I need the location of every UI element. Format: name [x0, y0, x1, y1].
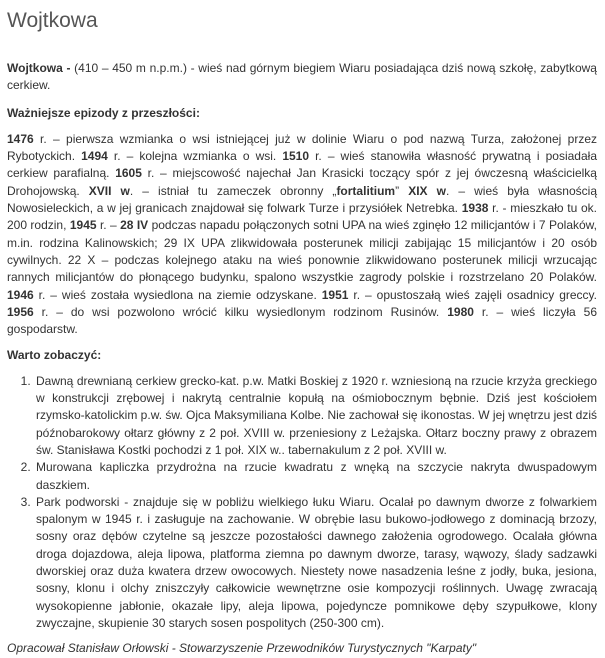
history-text: r. – pierwsza wzmianka o wsi istniejącej już w dolinie Wiaru o pod nazwą Turza, założonej przez Rybotyckich.: [7, 131, 597, 164]
sight-item: 3. Park podworski - znajduje się w pobliżu wielkiego łuku Wiaru. Ocalał po dawnym dworze z folwarkiem spalonym w 1945 r. i zasługuje na zachowanie. W obrębie lasu bukowo-jodłowego z dominacją brzozy, sosny oraz dębów czytelne są jeszcze pozostałości dawnego założenia ogrodowego. Ocalała główna droga dojazdowa, aleja lipowa, platforma ziemna po dawnym dworze, tarasy, wąwozy, ślady sadzawki dworskiej oraz duża kwatera drzew owocowych. Niestety nowe nasadzenia leśne z jodły, buka, jesiona, sosny, klonu i olchy zniszczyły całkowicie wewnętrzne osie kompozycji roślinnych. Uwagę zwracają wysokopienne jabłonie, okazałe lipy, aleja lipowa, pojedyncze pomnikowe dęby szypułkowe, klony zwyczajne, skupienie 30 starych sosen pospolitych (250-300 cm).: [34, 494, 597, 632]
history-date: 1945: [69, 218, 97, 233]
history-text: r. – kolejna wzmianka o wsi.: [107, 149, 283, 164]
history-date: 1605: [115, 166, 142, 181]
history-text: r. – opustoszałą wieś zajęli osadnicy greccy.: [348, 287, 598, 302]
history-heading: Ważniejsze epizody z przeszłości:: [7, 105, 200, 120]
intro-name: Wojtkowa -: [7, 61, 71, 75]
intro-paragraph: [7, 60, 597, 95]
article-content: [7, 60, 597, 658]
history-date: XIX w: [408, 183, 446, 198]
history-date: XVII w: [88, 183, 130, 198]
history-paragraph: [7, 131, 597, 339]
history-text: r. – wieś liczyła 56 gospodarstw.: [7, 304, 598, 337]
sight-item: 1. Dawną drewnianą cerkiew grecko-kat. p.w. Matki Boskiej z 1920 r. wzniesioną na rzucie krzyża greckiego w konstrukcji zrębowej i nakrytą centralnie kopułą na ośmiobocznym bębnie. Dziś jest kościołem rzymsko-katolickim p.w. św. Ojca Maksymiliana Kolbe. Nie zachował się ikonostas. W jej wnętrzu jest dziś późnobarokowy ołtarz główny z 2 poł. XVIII w. przeniesiony z Leżajska. Ołtarz boczny prawy z obrazem św. Stanisława Kostki pochodzi z 1 poł. XIX w.. tabernakulum z 2 poł. XVIII w.: [34, 373, 597, 459]
history-text: r. –: [96, 218, 121, 233]
history-text: . – wieś była własnością Nowosieleckich, a w jej granicach znajdował się folwark Turze i przysiółek Netrebka.: [7, 183, 597, 216]
sights-list: [7, 373, 597, 632]
sights-heading: Warto zobaczyć:: [7, 348, 102, 363]
history-text: r. – wieś stanowiła własność prywatną i posiadała cerkiew parafialną.: [7, 149, 597, 181]
history-date: fortalitium: [336, 183, 396, 198]
history-date: 1946: [7, 287, 34, 302]
history-date: 28 IV: [120, 218, 149, 233]
history-date: 1951: [321, 287, 349, 302]
sight-item: 2. Murowana kapliczka przydrożna na rzucie kwadratu z wnęką na szczycie nakryta dwuspadowym daszkiem.: [34, 459, 597, 494]
history-date: 1510: [282, 149, 310, 164]
history-text: ”: [395, 183, 409, 198]
history-text: . – istniał tu zameczek obronny „: [129, 183, 337, 198]
history-date: 1980: [447, 304, 474, 319]
author-credit: Opracował Stanisław Orłowski - Stowarzyszenie Przewodników Turystycznych "Karpaty": [7, 641, 477, 656]
history-text: r. – do wsi pozwolono wrócić kilku wysiedlonym rodzinom Rusinów.: [33, 304, 448, 319]
history-date: 1494: [81, 149, 108, 164]
history-date: 1476: [7, 131, 34, 146]
history-date: 1938: [461, 201, 489, 216]
history-date: 1956: [7, 304, 34, 319]
history-text: r. – miejscowość najechał Jan Krasicki toczący spór z jej ówczesną właścicielką Drohojowską.: [7, 166, 597, 198]
page-title: Wojtkowa: [7, 9, 98, 32]
history-text: r. – wieś została wysiedlona na ziemie odzyskane.: [33, 287, 322, 302]
history-text: podczas napadu połączonych sotni UPA na wieś zginęło 12 milicjantów i 7 Polaków, m.in. rodzina Kalinowskich; 29 IX UPA zlikwidowała posterunek milicji zabijając 15 milicjantów i 20 osób cywilnych. 22 X – podczas kolejnego ataku na wieś ponownie zlikwidowano posterunek milicji wrzucając rannych milicjantów do płonącego budynku, spalono wszystkie zagrody polskie i rozstrzelano 20 Polaków.: [7, 218, 598, 285]
intro-text: (410 – 450 m n.p.m.) - wieś nad górnym biegiem Wiaru posiadająca dziś nową szkołę, zabytkową cerkiew.: [7, 61, 597, 93]
history-text: r. - mieszkało tu ok. 200 rodzin,: [7, 201, 598, 233]
